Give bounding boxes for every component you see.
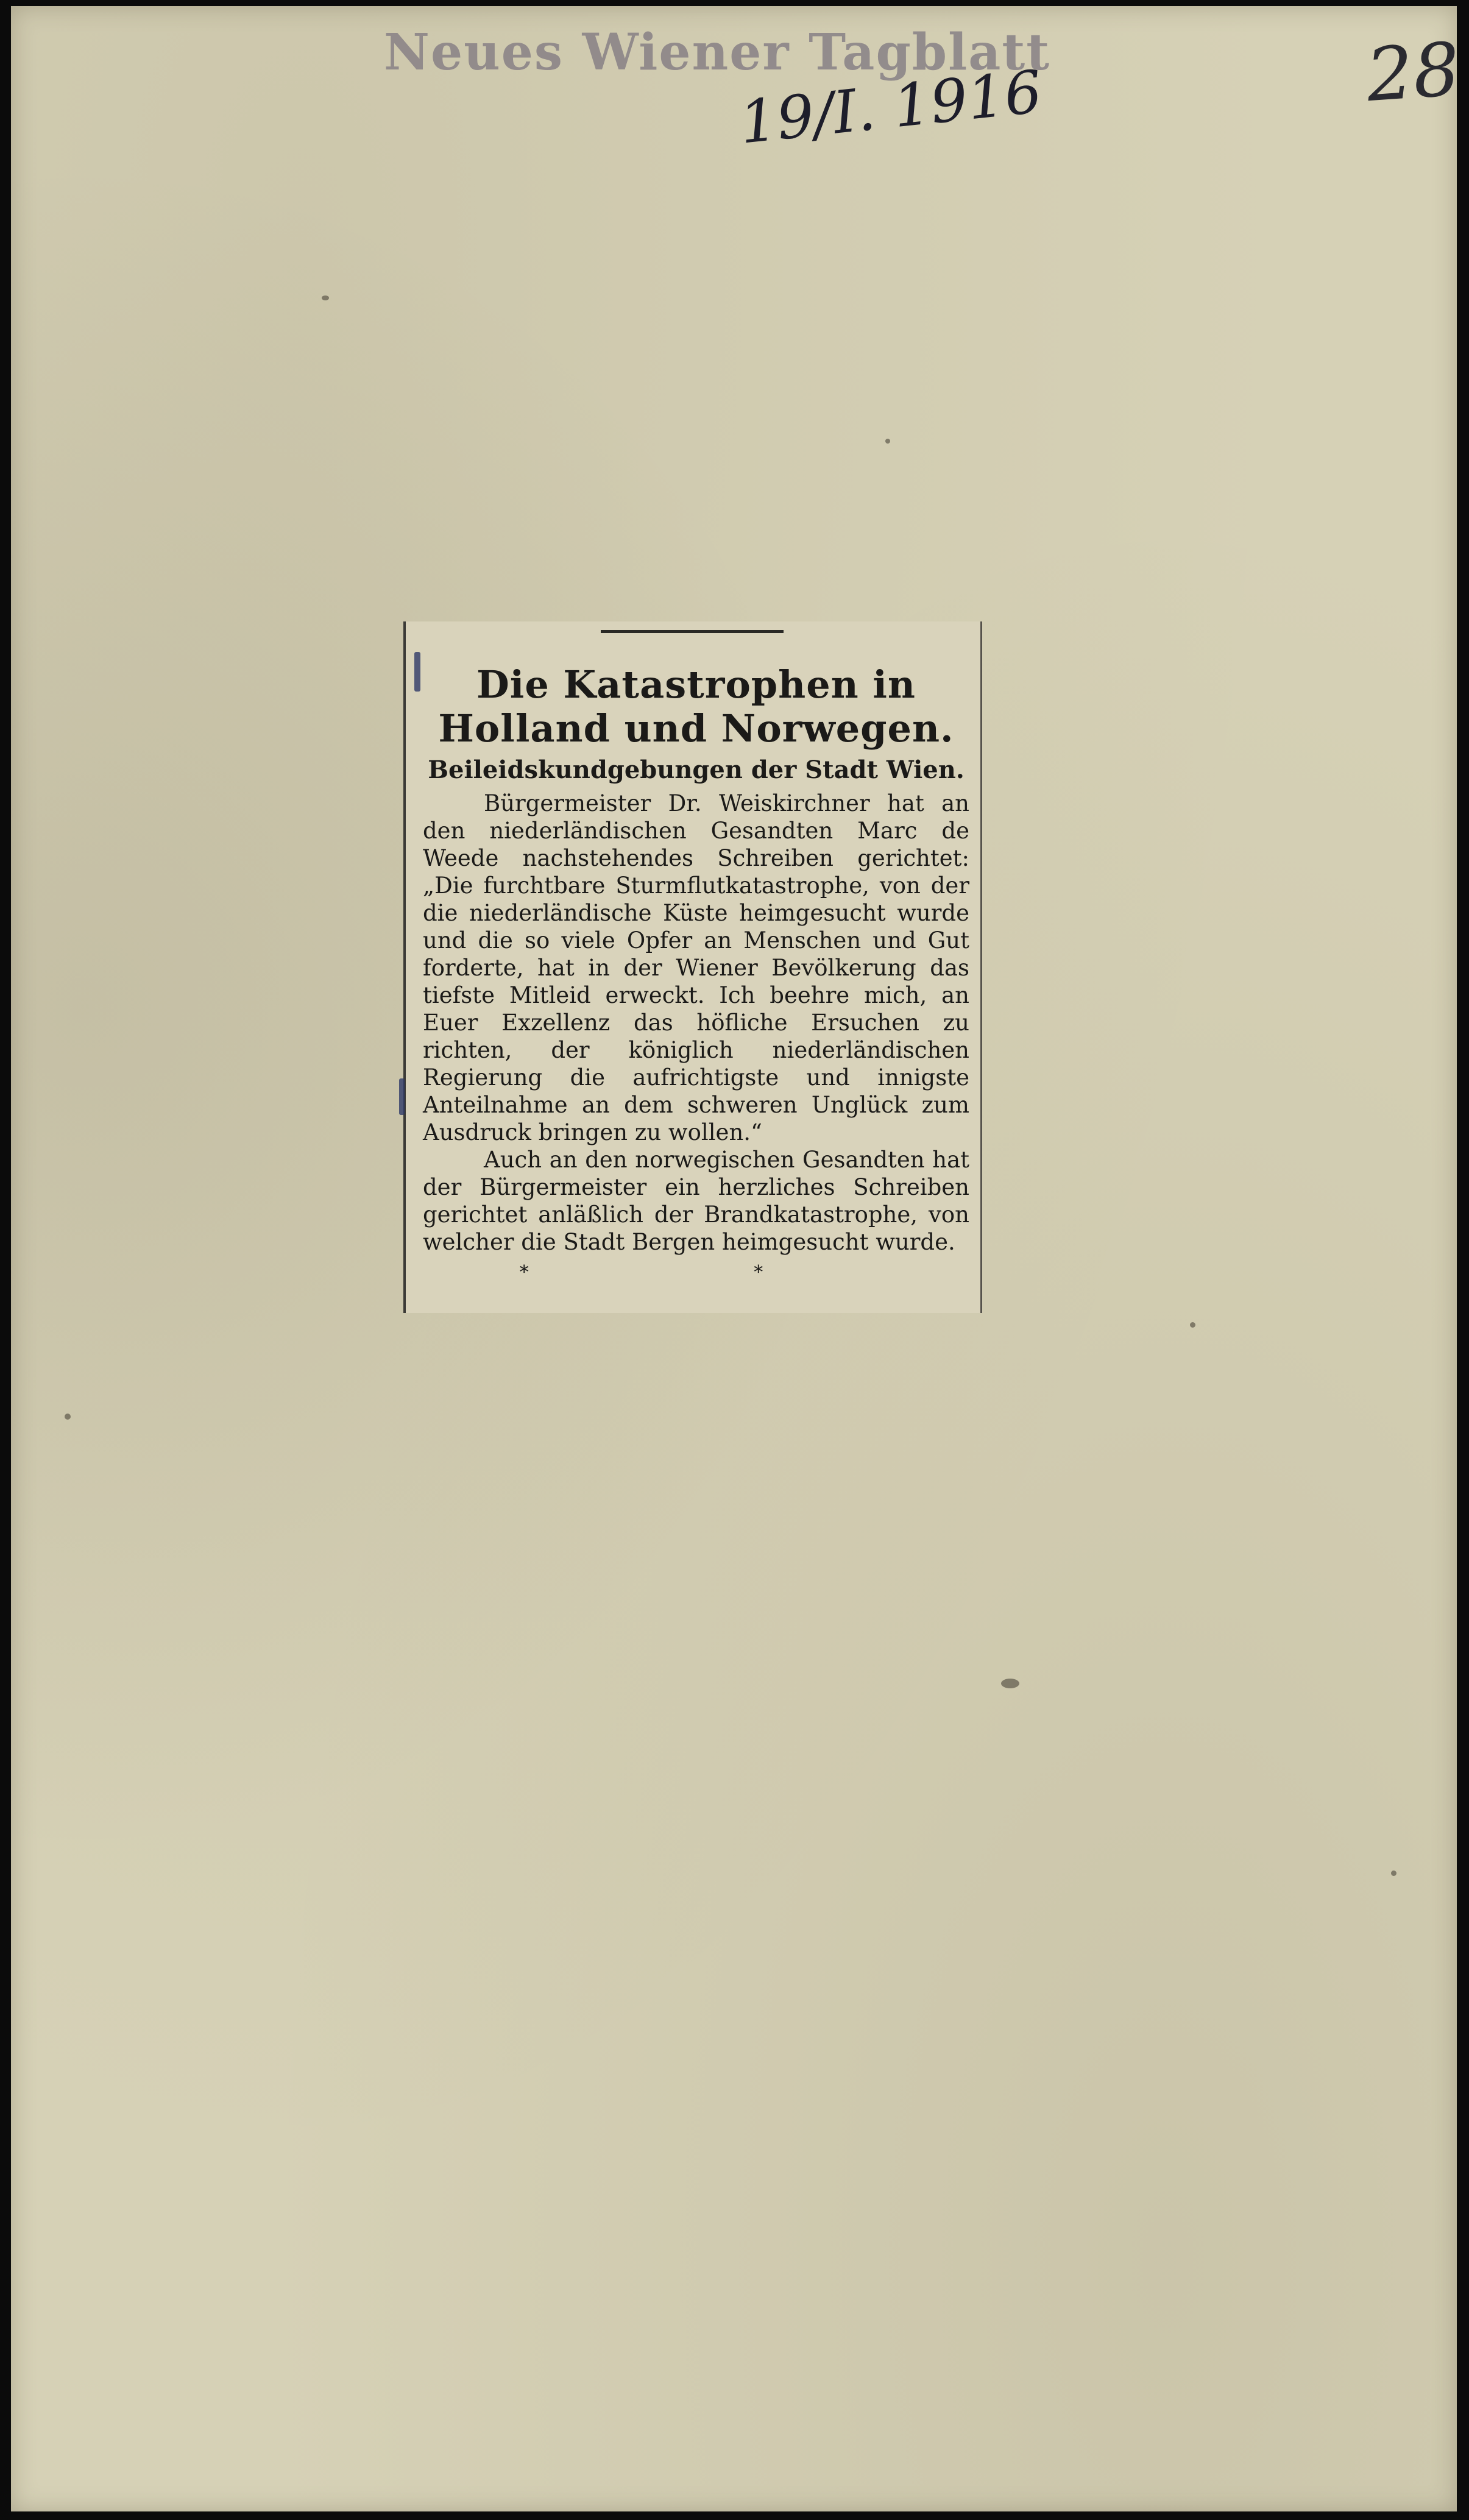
paper-spot	[1001, 1679, 1019, 1688]
blue-pencil-mark	[414, 652, 420, 692]
clipping-headline: Die Katastrophen in Holland und Norwegen.	[438, 662, 954, 751]
clipping-top-rule	[601, 630, 784, 633]
paper-spot	[65, 1414, 71, 1420]
clipping-subheadline: Beileidskundgebungen der Stadt Wien.	[428, 756, 965, 784]
clipping-separator: * *	[519, 1262, 873, 1283]
folio-number: 28	[1364, 27, 1463, 119]
paper-spot	[322, 296, 329, 300]
newspaper-clipping	[403, 621, 982, 1313]
handwritten-date: 19/I. 1916	[736, 57, 1046, 157]
paper-spot	[1391, 1871, 1396, 1876]
clipping-paragraph: Auch an den norwegischen Gesandten hat der Bürgermeister ein herzliches Schreiben gerichtet anläßlich der Brandkatastrophe, von welcher die Stadt Bergen heimgesucht wurde.	[423, 1147, 969, 1255]
paper-spot	[1190, 1322, 1195, 1328]
newspaper-stamp: Neues Wiener Tagblatt	[384, 23, 1051, 82]
blue-pencil-mark	[399, 1078, 405, 1115]
paper-spot	[885, 439, 890, 444]
clipping-paragraph: Bürgermeister Dr. Weiskirchner hat an den niederländischen Gesandten Marc de Weede nachstehendes Schreiben gerichtet: „Die furchtbare Sturmflutkatastrophe, von der die niederländische Küste heimgesucht wurde und die so viele Opfer an Menschen und Gut forderte, hat in der Wiener Bevölkerung das tiefste Mitleid erweckt. Ich beehre mich, an Euer Exzellenz das höfliche Ersuchen zu richten, der königlich niederländischen Regierung die aufrichtigste und innigste Anteilnahme an dem schweren Unglück zum Ausdruck bringen zu wollen.“	[423, 790, 969, 1145]
